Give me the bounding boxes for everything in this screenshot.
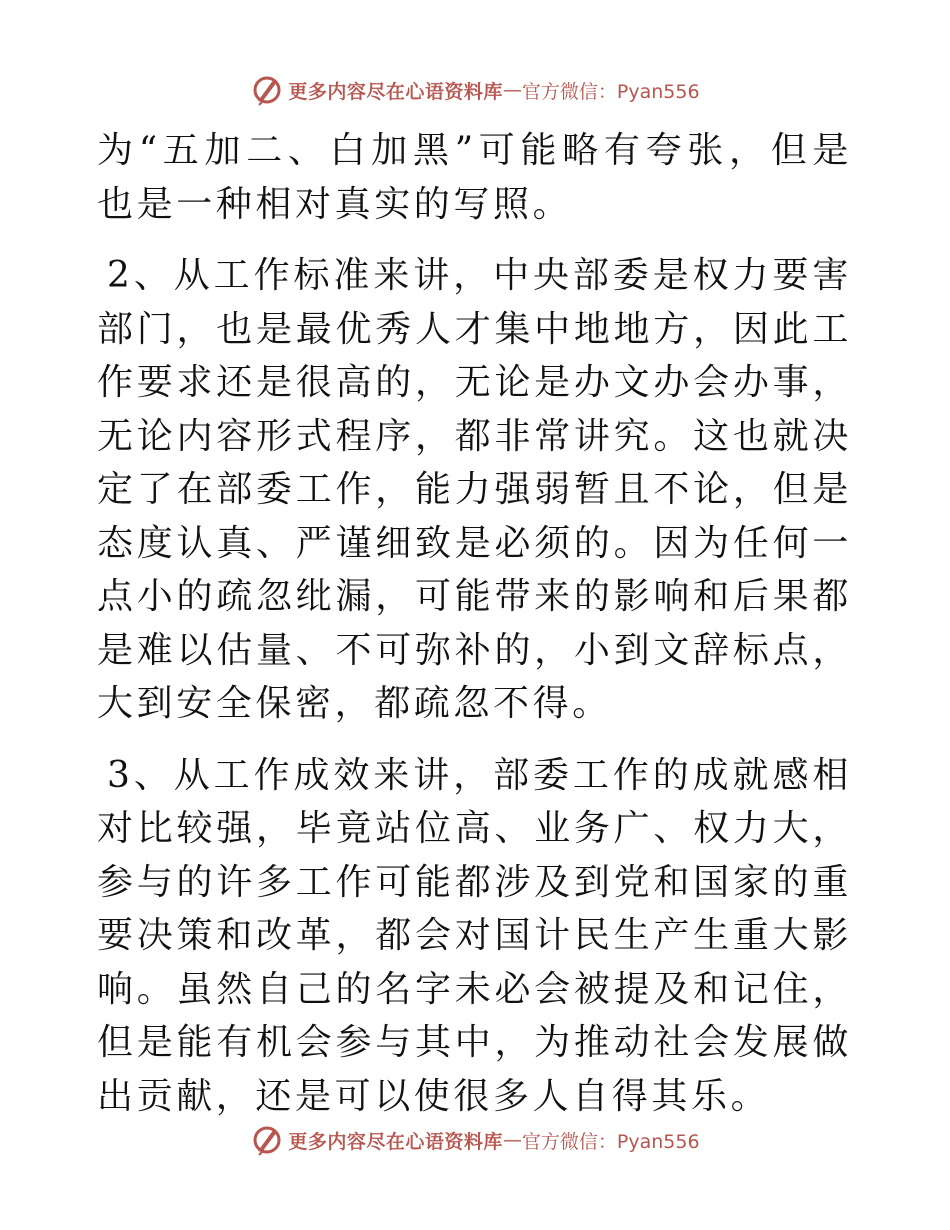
footer-separator: —	[502, 1129, 522, 1151]
quill-pen-logo-icon	[250, 1123, 284, 1157]
footer-brand-text: 更多内容尽在心语资料库	[288, 1130, 503, 1153]
document-body	[97, 124, 852, 1123]
header-brand-text: 更多内容尽在心语资料库	[288, 80, 503, 103]
paragraph-continuation: 为“五加二、白加黑”可能略有夸张，但是也是一种相对真实的写照。	[97, 130, 852, 225]
footer-contact-text: 官方微信：Pyan556	[521, 1130, 700, 1153]
header-contact-text: 官方微信：Pyan556	[521, 80, 700, 103]
paragraph-work-standards: 2、从工作标准来讲，中央部委是权力要害部门，也是最优秀人才集中地地方，因此工作要求还是很高的，无论是办文办会办事，无论内容形式程序，都非常讲究。这也就决定了在部委工作，能力强弱暂且不论，但是态度认真、严谨细致是必须的。因为任何一点小的疏忽纰漏，可能带来的影响和后果都是难以估量、不可弥补的，小到文辞标点，大到安全保密，都疏忽不得。	[97, 255, 852, 724]
header-separator: —	[502, 79, 522, 101]
footer-watermark	[0, 1120, 950, 1160]
quill-pen-logo-icon	[250, 73, 284, 107]
paragraph-work-results: 3、从工作成效来讲，部委工作的成就感相对比较强，毕竟站位高、业务广、权力大，参与的许多工作可能都涉及到党和国家的重要决策和改革，都会对国计民生产生重大影响。虽然自己的名字未必会被提及和记住，但是能有机会参与其中，为推动社会发展做出贡献，还是可以使很多人自得其乐。	[97, 754, 852, 1117]
header-watermark	[0, 70, 950, 110]
